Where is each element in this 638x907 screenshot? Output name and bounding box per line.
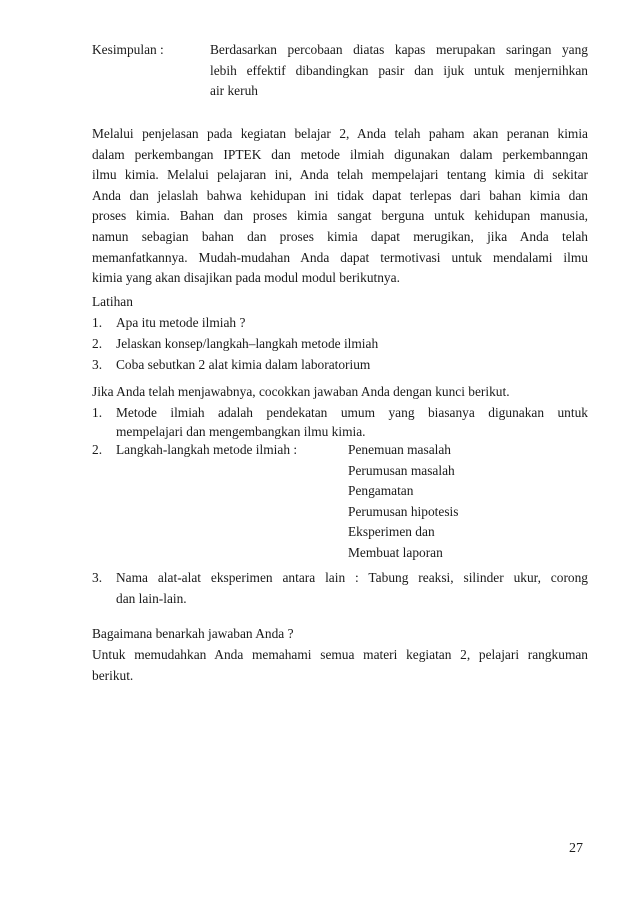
answer-item-number: 3. (92, 570, 103, 585)
paragraph-line: Melalui penjelasan pada kegiatan belajar 2, Anda telah paham akan peranan kimia (92, 126, 588, 141)
answer-line: dan lain-lain. (116, 590, 187, 606)
exercise-item-text: Coba sebutkan 2 alat kimia dalam laboratorium (116, 357, 371, 372)
closing-question: Bagaimana benarkah jawaban Anda ? (92, 626, 294, 641)
answer-item-number: 1. (92, 405, 103, 420)
method-step: Penemuan masalah (348, 442, 451, 457)
method-step: Perumusan hipotesis (348, 503, 459, 519)
answer-line: Metode ilmiah adalah pendekatan umum yang biasanya digunakan untuk (116, 405, 588, 420)
answer-item-3 (92, 568, 588, 610)
paragraph-line: ilmu kimia. Melalui pelajaran ini, Anda telah mempelajari tentang kimia di sekitar (92, 167, 588, 183)
exercise-item-text: Jelaskan konsep/langkah–langkah metode ilmiah (116, 336, 379, 351)
answer-line: mempelajari dan mengembangkan ilmu kimia. (116, 424, 366, 439)
answer-item-2 (92, 440, 588, 560)
method-step: Pengamatan (348, 483, 414, 498)
summary-paragraph (92, 124, 588, 289)
exercise-item-text: Apa itu metode ilmiah ? (116, 315, 246, 330)
answer-item-text (116, 403, 588, 441)
paragraph-line: Anda dan jelaslah bahwa kehidupan ini tidak dapat terlepas dari bahan kimia dan (92, 187, 588, 203)
conclusion-text (210, 40, 588, 102)
exercise-item-number: 1. (92, 315, 103, 330)
answer-item-label: Langkah-langkah metode ilmiah : (116, 442, 298, 457)
answer-item-1 (92, 403, 588, 445)
exercise-item (92, 345, 588, 372)
exercise-item-number: 3. (92, 357, 103, 372)
conclusion-line: Berdasarkan percobaan diatas kapas merupakan saringan yang (210, 42, 588, 57)
paragraph-line: namun sebagian bahan dan proses kimia dapat merugikan, jika Anda telah (92, 228, 588, 244)
closing-paragraph (92, 645, 588, 686)
answer-item-text (116, 568, 588, 609)
closing-line: Untuk memudahkan Anda memahami semua materi kegiatan 2, pelajari rangkuman (92, 647, 588, 662)
method-step: Membuat laporan (348, 544, 443, 560)
paragraph-line: kimia yang akan disajikan pada modul modul berikutnya. (92, 270, 400, 286)
conclusion-line: air keruh (210, 83, 258, 99)
answer-item-number: 2. (92, 442, 103, 457)
paragraph-line: dalam perkembangan IPTEK dan metode ilmiah digunakan dalam perkembanngan (92, 146, 588, 162)
answer-line: Nama alat-alat eksperimen antara lain : Tabung reaksi, silinder ukur, corong (116, 570, 588, 585)
method-step: Eksperimen dan (348, 524, 435, 539)
conclusion-line: lebih effektif dibandingkan pasir dan ijuk untuk menjernihkan (210, 62, 588, 78)
answers-intro: Jika Anda telah menjawabnya, cocokkan jawaban Anda dengan kunci berikut. (92, 384, 510, 399)
paragraph-line: memanfatkannya. Mudah-mudahan Anda dapat termotivasi untuk mendalami ilmu (92, 249, 588, 265)
exercise-item (92, 313, 588, 333)
conclusion-label: Kesimpulan : (92, 42, 164, 57)
method-step: Perumusan masalah (348, 462, 455, 478)
page-number: 27 (569, 841, 583, 856)
exercise-heading: Latihan (92, 294, 133, 309)
exercise-item-number: 2. (92, 336, 103, 351)
method-steps (348, 440, 458, 563)
paragraph-line: proses kimia. Bahan dan proses kimia sangat berguna untuk kehidupan manusia, (92, 208, 588, 224)
closing-line: berikut. (92, 667, 134, 683)
